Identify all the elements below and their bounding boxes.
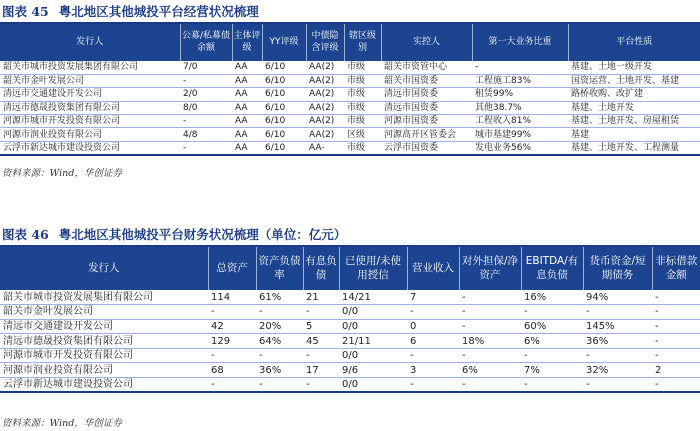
table45-cell: 市级 [344,88,381,101]
table45-body [0,61,700,155]
table45-cell: 6/10 [262,141,306,155]
table45-cell: - [472,61,568,74]
table46-header: 资产负债率 [256,247,303,290]
table45-cell: 云浮市国资委 [381,141,472,155]
table46-cell: 64% [256,334,303,349]
table46-number: 图表 46 [2,227,49,242]
table46-cell: - [521,305,583,320]
table46-cell: - [459,319,521,334]
table46-cell: 7% [521,363,583,378]
table45-header: 发行人 [0,24,180,61]
table45-cell: 清远市国资委 [381,101,472,114]
table46-cell: - [459,305,521,320]
table46-cell: - [521,348,583,363]
table45-cell: 路桥收购、改扩建 [568,88,700,101]
table45-cell: 韶关市资管中心 [381,61,472,74]
table46-cell: - [652,319,700,334]
table45-cell: 清远市国资委 [381,88,472,101]
table46-cell: - [256,378,303,393]
table45-issuer-cell: 河源市城市开发投资有限公司 [0,115,180,128]
table46-issuer-cell: 清远市德晟投资集团有限公司 [0,334,208,349]
table45-cell: 基建、土地一级开发 [568,61,700,74]
table46-cell: 14/21 [339,290,407,305]
table46-cell: 32% [583,363,652,378]
table46-cell: - [652,334,700,349]
table46-header: 货币资金/短期债务 [583,247,652,290]
table46-cell: 114 [208,290,256,305]
table45-cell: - [180,115,232,128]
table45-issuer-cell: 清远市德晟投资集团有限公司 [0,101,180,114]
table45-row [0,74,700,87]
table46-cell: 94% [583,290,652,305]
table46-header: 发行人 [0,247,208,290]
table46-cell: 0 [407,319,459,334]
table45-row [0,61,700,74]
table46-row [0,290,700,305]
table45-row [0,115,700,128]
table46-cell: 145% [583,319,652,334]
table45-cell: 市级 [344,61,381,74]
table45-row [0,128,700,141]
table46-cell: - [652,305,700,320]
table45-cell: AA [232,88,262,101]
table46-header: EBITDA/有息负债 [521,247,583,290]
table46-issuer-cell: 河源市润业投资有限公司 [0,363,208,378]
table46-cell: 0/0 [339,378,407,393]
table46-cell: - [583,378,652,393]
table46-cell: 21/11 [339,334,407,349]
table46-cell: - [583,305,652,320]
table46-header: 对外担保/净资产 [459,247,521,290]
table45-cell: 6/10 [262,74,306,87]
table46-row [0,334,700,349]
table45-cell: 韶关市国资委 [381,74,472,87]
table46-cell: - [652,378,700,393]
table46-cell: - [256,305,303,320]
table45-cell: 8/0 [180,101,232,114]
table45-cell: AA(2) [306,128,344,141]
table45-cell: 7/0 [180,61,232,74]
table45-cell: 工程施工83% [472,74,568,87]
table45-row [0,101,700,114]
table46-cell: 18% [459,334,521,349]
table46-body [0,290,700,392]
table46-header: 总资产 [208,247,256,290]
table46-cell: - [583,348,652,363]
table46-row [0,348,700,363]
table45-cell: 市级 [344,115,381,128]
table45-issuer-cell: 韶关市城市投资发展集团有限公司 [0,61,180,74]
table46-cell: 42 [208,319,256,334]
table45-cell: 6/10 [262,115,306,128]
table46-cell: - [459,290,521,305]
table45-header: 主体评级 [232,24,262,61]
table45-cell: 基建、土地开发、房屋租赁 [568,115,700,128]
table45-title [2,1,259,23]
table45-cell: 6/10 [262,88,306,101]
table45-issuer-cell: 河源市润业投资有限公司 [0,128,180,141]
table46-header-row [0,247,700,290]
table45-cell: 市级 [344,141,381,155]
table46-row [0,378,700,393]
table45-cell: AA(2) [306,101,344,114]
table46-cell: - [256,348,303,363]
table46-source: 资料来源：Wind，华创证券 [2,418,122,429]
table45-header: YY评级 [262,24,306,61]
table46-cell: 0/0 [339,348,407,363]
table46-cell: 61% [256,290,303,305]
table46-row [0,319,700,334]
table45-cell: 2/0 [180,88,232,101]
table45-cell: 河源高开区管委会 [381,128,472,141]
table46-cell: 3 [407,363,459,378]
table45-row [0,141,700,155]
table45-cell: 其他38.7% [472,101,568,114]
table45-number: 图表 45 [2,4,49,19]
table45-cell: 4/8 [180,128,232,141]
table46-cell: 6% [521,334,583,349]
table46-cell: 45 [303,334,339,349]
table45-cell: 工程收入81% [472,115,568,128]
table46-row [0,363,700,378]
table46-cell: - [303,348,339,363]
table46-cell: - [652,290,700,305]
table45-cell: 市级 [344,101,381,114]
table46-cell: 36% [583,334,652,349]
table45-cell: - [180,74,232,87]
table45-source: 资料来源：Wind，华创证券 [2,168,122,179]
table46-cell: 68 [208,363,256,378]
table45-header: 第一大业务比重 [472,24,568,61]
table46-cell: 20% [256,319,303,334]
table46-cell: - [521,378,583,393]
table45-cell: AA(2) [306,115,344,128]
table45-cell: 基建、土地开发、工程测量 [568,141,700,155]
table45-header-row [0,24,700,61]
table45-issuer-cell: 清远市交通建设开发公司 [0,88,180,101]
table45-cell: 河源市国资委 [381,115,472,128]
table46-cell: - [208,348,256,363]
table46-issuer-cell: 云浮市新达城市建设投资公司 [0,378,208,393]
table45-header: 中债隐含评级 [306,24,344,61]
table46-row [0,305,700,320]
table45-header: 平台性质 [568,24,700,61]
table45-header: 公募/私募债余额 [180,24,232,61]
table45-cell: 市级 [344,74,381,87]
table45-cell: AA(2) [306,61,344,74]
table46-cell: - [208,378,256,393]
table45-header: 实控人 [381,24,472,61]
table45-cell: AA- [306,141,344,155]
table45-cell: 国资运营、土地开发、基建 [568,74,700,87]
table46-cell: - [459,378,521,393]
table46-issuer-cell: 河源市城市开发投资有限公司 [0,348,208,363]
table46-cell: 36% [256,363,303,378]
table46-cell: - [303,305,339,320]
table45-issuer-cell: 韶关市金叶发展公司 [0,74,180,87]
table46 [0,247,700,393]
table45-cell: 6/10 [262,61,306,74]
table46-header: 已使用/未使用授信 [339,247,407,290]
table46-cell: 0/0 [339,319,407,334]
table45-title-text: 粤北地区其他城投平台经营状况梳理 [58,4,259,19]
table46-cell: 17 [303,363,339,378]
table45-cell: 6/10 [262,101,306,114]
table46-cell: - [652,348,700,363]
table46-cell: - [208,305,256,320]
table46-cell: 6 [407,334,459,349]
table46-cell: 7 [407,290,459,305]
table46-cell: 60% [521,319,583,334]
table46-header: 有息负债 [303,247,339,290]
table46-cell: - [407,305,459,320]
table45 [0,24,700,156]
table46-title [2,224,346,246]
table46-cell: 5 [303,319,339,334]
table45-cell: AA [232,115,262,128]
table46-cell: 9/6 [339,363,407,378]
table45-cell: AA [232,141,262,155]
table45-cell: 区级 [344,128,381,141]
table45-issuer-cell: 云浮市新达城市建设投资公司 [0,141,180,155]
table46-cell: 0/0 [339,305,407,320]
table46-title-text: 粤北地区其他城投平台财务状况梳理（单位：亿元） [58,227,347,242]
table45-cell: 租赁99% [472,88,568,101]
table45-cell: 基建 [568,128,700,141]
table46-cell: 16% [521,290,583,305]
table46-cell: - [303,378,339,393]
table45-cell: AA(2) [306,88,344,101]
table45-cell: 城市基建99% [472,128,568,141]
table46-header: 营业收入 [407,247,459,290]
table45-row [0,88,700,101]
table46-cell: - [459,348,521,363]
table46-cell: 2 [652,363,700,378]
table45-cell: 6/10 [262,128,306,141]
table45-cell: - [180,141,232,155]
table46-cell: - [407,348,459,363]
table46-cell: - [407,378,459,393]
table46-header: 非标借款金额 [652,247,700,290]
table46-issuer-cell: 清远市交通建设开发公司 [0,319,208,334]
table45-header: 辖区级别 [344,24,381,61]
table45-cell: AA [232,61,262,74]
table46-cell: 6% [459,363,521,378]
table46-cell: 21 [303,290,339,305]
table45-cell: 发电业务56% [472,141,568,155]
table45-cell: AA(2) [306,74,344,87]
table46-cell: 129 [208,334,256,349]
table45-cell: AA [232,128,262,141]
table45-cell: 基建、土地开发 [568,101,700,114]
table46-issuer-cell: 韶关市城市投资发展集团有限公司 [0,290,208,305]
table45-cell: AA [232,74,262,87]
table46-issuer-cell: 韶关市金叶发展公司 [0,305,208,320]
table45-cell: AA [232,101,262,114]
